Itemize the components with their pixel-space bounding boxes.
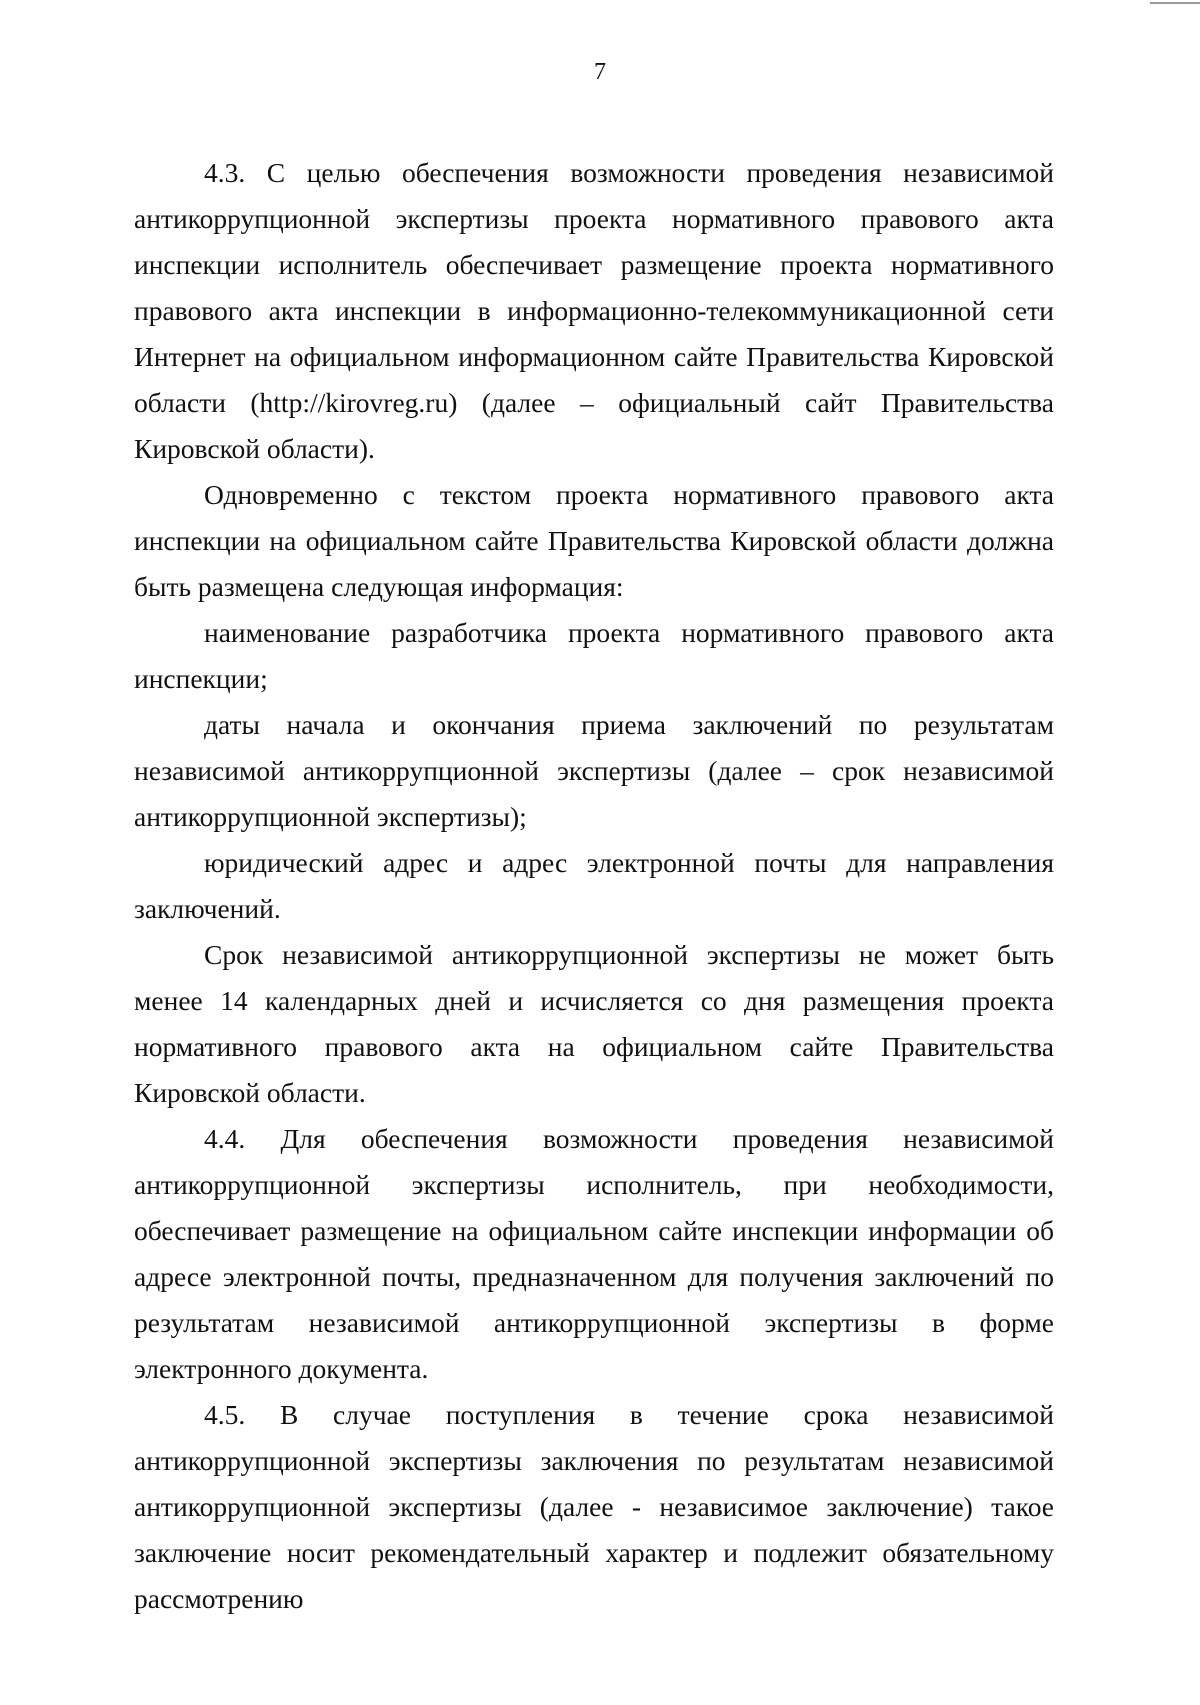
paragraph-addresses: юридический адрес и адрес электронной почты для направления заключений. <box>134 847 1054 924</box>
paragraph-developer-name: наименование разработчика проекта нормативного правового акта инспекции; <box>134 617 1054 694</box>
paragraph-4-5: 4.5. В случае поступления в течение срока независимой антикоррупционной экспертизы заключения по результатам независимой антикоррупционной экспертизы (далее - независимое заключение) такое заключение носит рекомендательный характер и подлежит обязательному рассмотрению <box>134 1399 1054 1614</box>
paragraph-4-4: 4.4. Для обеспечения возможности проведения независимой антикоррупционной экспертизы исполнитель, при необходимости, обеспечивает размещение на официальном сайте инспекции информации об адресе электронной почты, предназначенном для получения заключений по результатам независимой антикоррупционной экспертизы в форме электронного документа. <box>134 1123 1054 1384</box>
paragraph-dates: даты начала и окончания приема заключений по результатам независимой антикоррупционной экспертизы (далее – срок независимой антикоррупционной экспертизы); <box>134 709 1054 832</box>
page-number: 7 <box>594 59 606 85</box>
document-body <box>134 150 1054 1622</box>
scan-edge-mark <box>1150 2 1200 4</box>
paragraph-term: Срок независимой антикоррупционной экспертизы не может быть менее 14 календарных дней и исчисляется со дня размещения проекта нормативного правового акта на официальном сайте Правительства Кировской области. <box>134 939 1054 1108</box>
paragraph-info-intro: Одновременно с текстом проекта нормативного правового акта инспекции на официальном сайте Правительства Кировской области должна быть размещена следующая информация: <box>134 479 1054 602</box>
paragraph-4-3: 4.3. С целью обеспечения возможности проведения независимой антикоррупционной экспертизы проекта нормативного правового акта инспекции исполнитель обеспечивает размещение проекта нормативного правового акта инспекции в информационно-телекоммуникационной сети Интернет на официальном информационном сайте Правительства Кировской области (http://kirovreg.ru) (далее – официальный сайт Правительства Кировской области). <box>134 157 1054 464</box>
